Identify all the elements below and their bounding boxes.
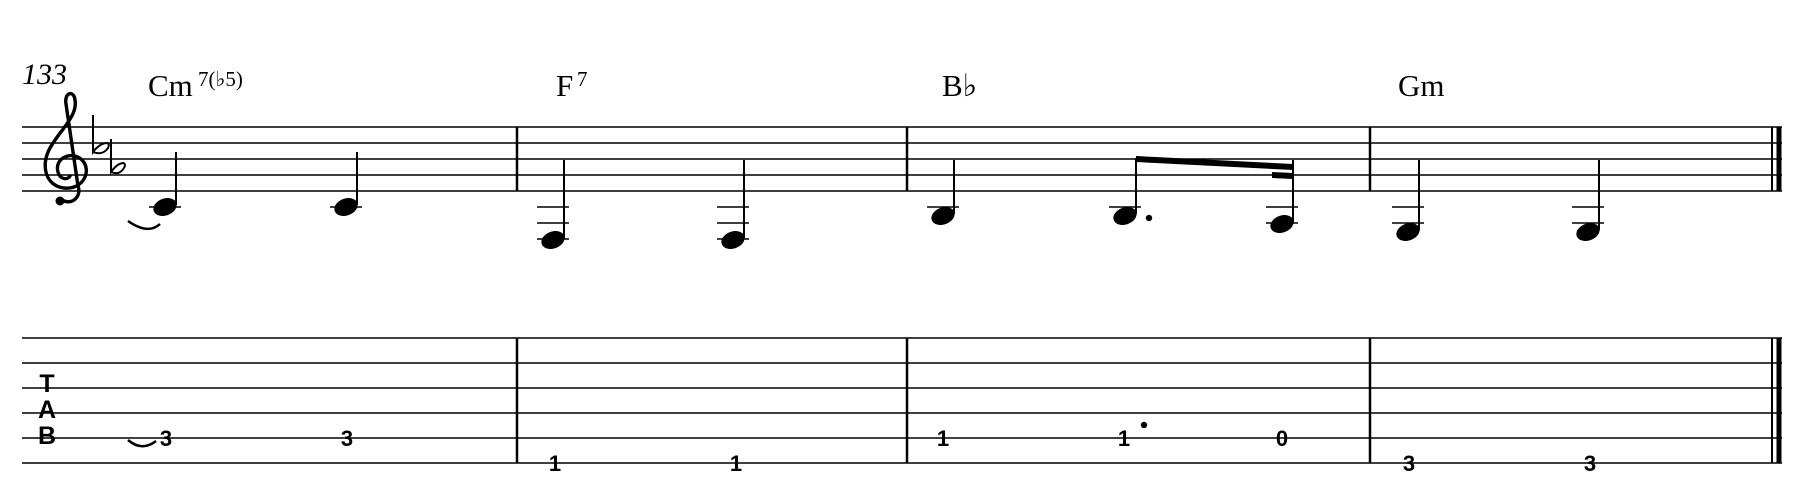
- chord-symbol-3: [942, 68, 977, 103]
- staff-lines: [22, 127, 1782, 191]
- chord-extension: 7(♭5): [198, 67, 243, 91]
- chord-root: B♭: [942, 68, 978, 103]
- tab-label-letter: B: [37, 422, 57, 450]
- chord-root: F: [556, 68, 574, 103]
- tab-staff-lines: [22, 338, 1782, 463]
- tab-label-letter: T: [39, 370, 55, 398]
- note: [330, 152, 362, 219]
- tab-fret-number: 3: [1583, 451, 1597, 476]
- tab-fret-number: 3: [340, 426, 354, 451]
- note: [717, 160, 749, 252]
- treble-clef-icon: [45, 94, 86, 206]
- chord-symbol-2: [556, 67, 588, 103]
- tab-fret-number: 1: [729, 451, 743, 476]
- measure-number: 133: [22, 58, 67, 91]
- note: [149, 152, 181, 219]
- tab-fret-number: 1: [1117, 426, 1131, 451]
- note: [537, 160, 569, 252]
- tab-label: [38, 370, 56, 450]
- tab-fret-number: 3: [1402, 451, 1416, 476]
- tab-slur-mark: [128, 440, 156, 446]
- tab-barlines: [517, 338, 1779, 463]
- note: [1572, 160, 1604, 244]
- chord-symbol-1: [148, 67, 243, 103]
- tab-label-letter: A: [37, 396, 57, 424]
- note: [1392, 160, 1424, 244]
- tab-fret-number: 3: [159, 426, 173, 451]
- slur-mark: [128, 221, 160, 229]
- chord-symbol-4: [1398, 68, 1445, 103]
- tab-dot-mark: [1141, 422, 1147, 428]
- chord-extension: 7: [577, 67, 588, 91]
- chord-root: Cm: [148, 68, 193, 103]
- key-signature-flats: [93, 115, 125, 173]
- note: [927, 160, 959, 228]
- note: [1109, 158, 1152, 228]
- note: [1266, 160, 1298, 236]
- tab-fret-number: 1: [548, 451, 562, 476]
- tab-fret-number: 0: [1275, 426, 1289, 451]
- tab-fret-number: 1: [936, 426, 950, 451]
- chord-root: Gm: [1398, 68, 1445, 103]
